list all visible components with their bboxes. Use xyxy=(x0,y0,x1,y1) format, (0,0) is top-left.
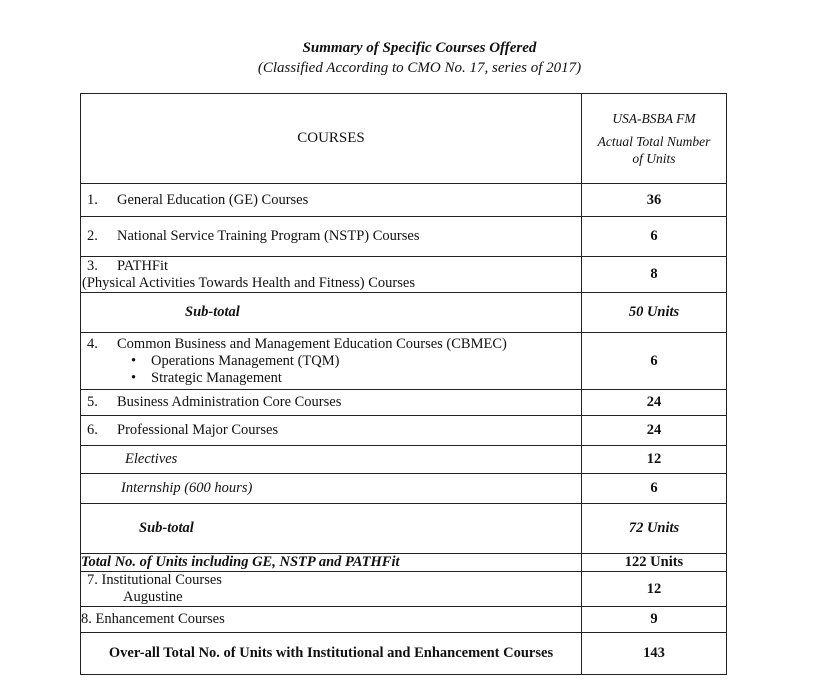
subtotal-label: Sub-total xyxy=(81,504,582,554)
table-row xyxy=(81,474,727,504)
units-value: 12 xyxy=(582,446,727,474)
course-label: Business Administration Core Courses xyxy=(117,394,342,410)
program-label: USA-BSBA FM xyxy=(612,111,696,126)
row-number: 4. xyxy=(87,335,98,352)
row-number: 6. xyxy=(87,422,98,438)
subtotal-row xyxy=(81,504,727,554)
electives-label: Electives xyxy=(81,446,582,474)
units-value: 12 xyxy=(582,572,727,607)
course-cell xyxy=(81,390,582,416)
document-subtitle: (Classified According to CMO No. 17, series of 2017) xyxy=(257,60,582,76)
row-number: 3. xyxy=(87,257,98,274)
course-label: General Education (GE) Courses xyxy=(117,191,309,208)
units-header xyxy=(582,94,727,184)
units-value: 6 xyxy=(582,333,727,390)
units-value: 6 xyxy=(582,474,727,504)
total-row xyxy=(81,554,727,572)
course-label-continued: Augustine xyxy=(123,589,183,605)
course-cell xyxy=(81,257,582,293)
course-cell xyxy=(81,333,582,390)
course-cell xyxy=(81,217,582,257)
overall-total-value: 143 xyxy=(582,633,727,675)
overall-total-row xyxy=(81,633,727,675)
subtotal-value: 72 Units xyxy=(582,504,727,554)
table-row xyxy=(81,416,727,446)
subtotal-label: Sub-total xyxy=(81,293,582,333)
course-label: National Service Training Program (NSTP) Courses xyxy=(117,228,420,244)
overall-total-label: Over-all Total No. of Units with Institutional and Enhancement Courses xyxy=(81,633,582,675)
course-cell xyxy=(81,416,582,446)
course-cell xyxy=(81,572,582,607)
course-label: Common Business and Management Education Courses (CBMEC) xyxy=(117,335,507,352)
courses-summary-table xyxy=(80,93,727,675)
course-label: PATHFit xyxy=(117,257,169,274)
units-value: 8 xyxy=(582,257,727,293)
course-label: 7. Institutional Courses xyxy=(87,572,222,588)
units-value: 6 xyxy=(582,217,727,257)
table-row xyxy=(81,333,727,390)
units-value: 24 xyxy=(582,416,727,446)
units-value: 24 xyxy=(582,390,727,416)
row-number: 5. xyxy=(87,394,98,410)
table-row xyxy=(81,390,727,416)
row-number: 2. xyxy=(87,228,98,244)
units-header-line1: Actual Total Number xyxy=(597,134,711,149)
bullet-item: • Operations Management (TQM) xyxy=(81,353,581,370)
subtotal-value: 50 Units xyxy=(582,293,727,333)
internship-label: Internship (600 hours) xyxy=(81,474,582,504)
courses-header: COURSES xyxy=(81,94,582,184)
table-row xyxy=(81,257,727,293)
units-header-line2: of Units xyxy=(632,151,676,166)
table-row xyxy=(81,446,727,474)
total-label: Total No. of Units including GE, NSTP and PATHFit xyxy=(81,554,582,572)
units-value: 9 xyxy=(582,607,727,633)
row-number: 1. xyxy=(87,191,98,208)
course-label: 8. Enhancement Courses xyxy=(81,607,582,633)
course-label-continued: (Physical Activities Towards Health and Fitness) Courses xyxy=(82,274,415,291)
total-value: 122 Units xyxy=(582,554,727,572)
table-row xyxy=(81,572,727,607)
table-row xyxy=(81,217,727,257)
table-row xyxy=(81,184,727,217)
bullet-item: • Strategic Management xyxy=(81,370,581,387)
course-cell xyxy=(81,184,582,217)
document-title: Summary of Specific Courses Offered xyxy=(302,40,537,56)
table-header-row xyxy=(81,94,727,184)
subtotal-row xyxy=(81,293,727,333)
course-label: Professional Major Courses xyxy=(117,422,279,438)
units-value: 36 xyxy=(582,184,727,217)
table-row xyxy=(81,607,727,633)
